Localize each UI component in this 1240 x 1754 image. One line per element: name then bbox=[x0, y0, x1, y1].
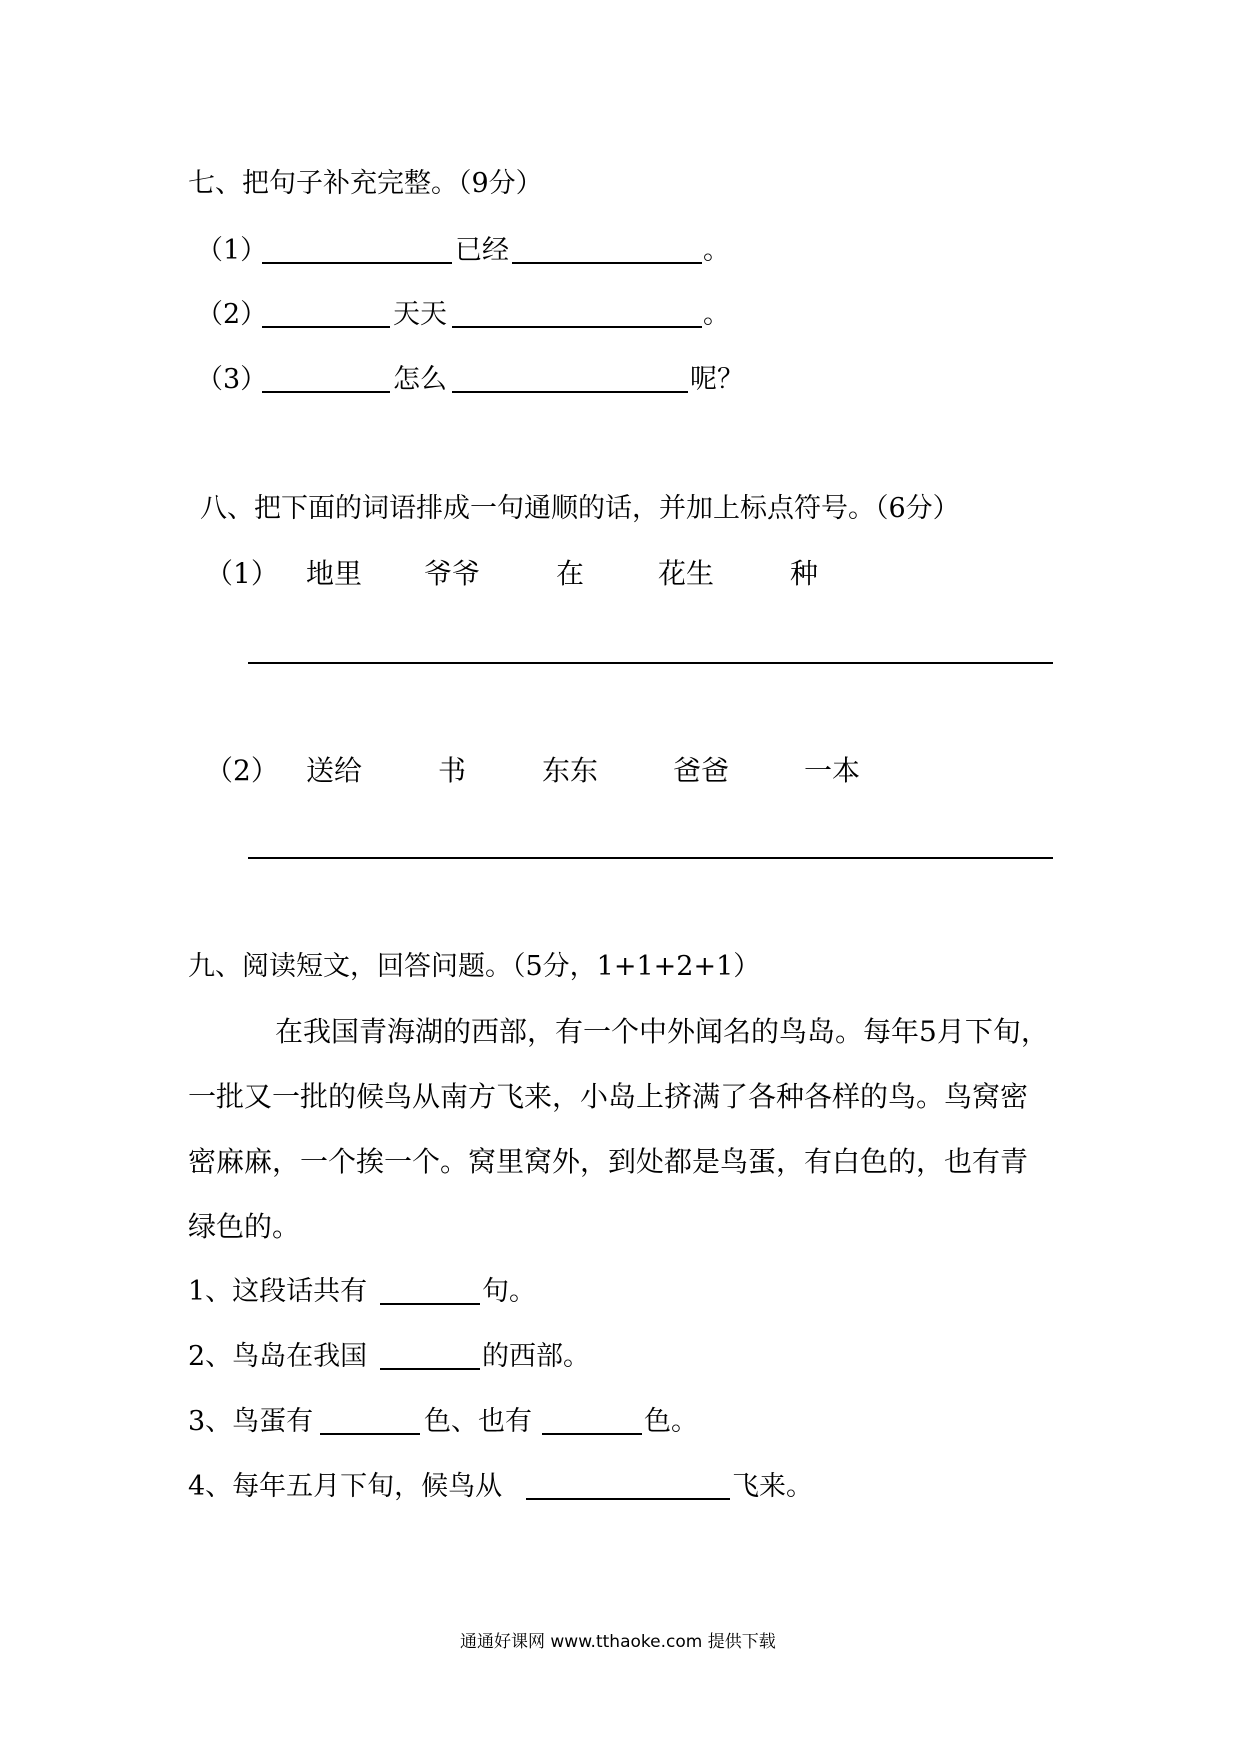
fill-blank[interactable] bbox=[262, 262, 452, 264]
question-text: 色。 bbox=[644, 1406, 698, 1437]
passage-line: 在我国青海湖的西部，有一个中外闻名的鸟岛。每年5月下旬， bbox=[275, 1015, 1049, 1048]
passage-line: 密麻麻，一个挨一个。窝里窝外，到处都是鸟蛋，有白色的，也有青 bbox=[188, 1145, 1029, 1178]
passage-line: 绿色的。 bbox=[188, 1210, 301, 1243]
question-text: 句。 bbox=[482, 1276, 536, 1307]
item-number: （2） bbox=[205, 754, 279, 787]
item-word: 已经 bbox=[455, 235, 509, 266]
fill-blank[interactable] bbox=[512, 262, 702, 264]
item-end: 。 bbox=[703, 299, 730, 330]
question-text: 飞来。 bbox=[732, 1471, 813, 1502]
question-text: 2、鸟岛在我国 bbox=[188, 1341, 368, 1372]
word: 花生 bbox=[658, 557, 715, 590]
fill-blank[interactable] bbox=[380, 1368, 480, 1370]
item-word: 怎么 bbox=[393, 364, 447, 395]
fill-blank[interactable] bbox=[380, 1303, 480, 1305]
word: 爸爸 bbox=[673, 754, 730, 787]
word: 东东 bbox=[542, 754, 599, 787]
fill-blank[interactable] bbox=[262, 326, 390, 328]
item-number: （1） bbox=[205, 557, 279, 590]
word: 书 bbox=[438, 754, 467, 787]
word: 在 bbox=[556, 557, 585, 590]
word: 一本 bbox=[804, 754, 861, 787]
item-word: 天天 bbox=[393, 299, 447, 330]
section7-title: 七、把句子补充完整。（9分） bbox=[188, 168, 543, 199]
fill-blank[interactable] bbox=[542, 1433, 642, 1435]
passage-line: 一批又一批的候鸟从南方飞来，小岛上挤满了各种各样的鸟。鸟窝密 bbox=[188, 1080, 1029, 1113]
fill-blank[interactable] bbox=[452, 326, 702, 328]
fill-blank[interactable] bbox=[526, 1498, 730, 1500]
section9-title: 九、阅读短文，回答问题。（5分，1+1+2+1） bbox=[188, 951, 761, 982]
answer-line[interactable] bbox=[248, 662, 1053, 664]
section8-title: 八、把下面的词语排成一句通顺的话，并加上标点符号。（6分） bbox=[200, 493, 960, 524]
item-number: （2） bbox=[196, 299, 268, 330]
item-end: 呢？ bbox=[690, 364, 744, 395]
word: 地里 bbox=[306, 557, 363, 590]
question-text: 1、这段话共有 bbox=[188, 1276, 368, 1307]
fill-blank[interactable] bbox=[320, 1433, 420, 1435]
footer-credit: 通通好课网 www.tthaoke.com 提供下载 bbox=[460, 1632, 776, 1652]
word: 爷爷 bbox=[424, 557, 481, 590]
item-number: （3） bbox=[196, 364, 268, 395]
word: 种 bbox=[790, 557, 819, 590]
question-text: 4、每年五月下旬，候鸟从 bbox=[188, 1471, 503, 1502]
question-text: 的西部。 bbox=[482, 1341, 590, 1372]
item-number: （1） bbox=[196, 235, 268, 266]
fill-blank[interactable] bbox=[452, 391, 688, 393]
answer-line[interactable] bbox=[248, 857, 1053, 859]
question-text: 色、也有 bbox=[424, 1406, 532, 1437]
fill-blank[interactable] bbox=[262, 391, 390, 393]
word: 送给 bbox=[306, 754, 363, 787]
item-end: 。 bbox=[703, 235, 730, 266]
question-text: 3、鸟蛋有 bbox=[188, 1406, 314, 1437]
